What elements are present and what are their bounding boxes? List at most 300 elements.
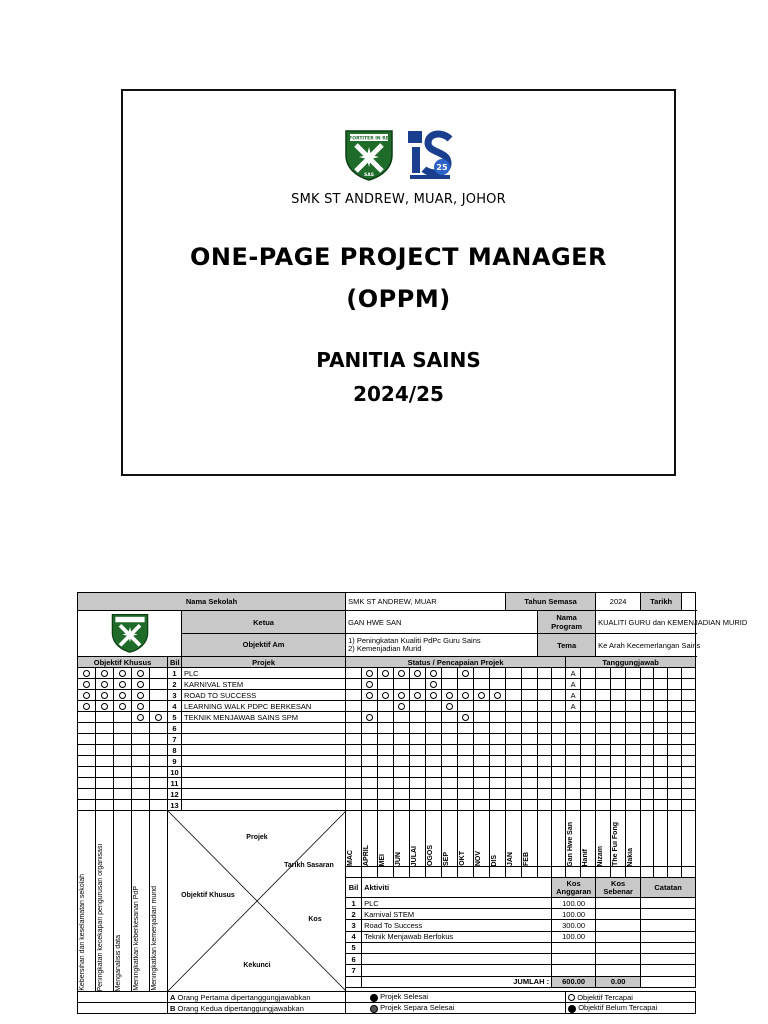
status-cell	[426, 756, 442, 767]
status-circle	[414, 692, 421, 699]
responsible-cell	[654, 734, 668, 745]
objective-check-cell	[114, 789, 132, 800]
month-header: MEI	[378, 811, 394, 867]
date-label: Tarikh	[641, 593, 682, 611]
status-circle	[494, 692, 501, 699]
responsible-cell	[626, 679, 641, 690]
responsible-cell	[596, 690, 611, 701]
blank-cell	[538, 811, 552, 867]
objective-check-cell	[114, 800, 132, 811]
objective-circle	[137, 692, 144, 699]
status-cell	[378, 701, 394, 712]
responsible-cell	[611, 745, 626, 756]
status-cell	[362, 756, 378, 767]
status-cell	[552, 701, 566, 712]
blank-cell	[552, 811, 566, 867]
status-cell	[362, 800, 378, 811]
school-value: SMK ST ANDREW, MUAR	[346, 593, 506, 611]
project-number: 13	[168, 800, 182, 811]
project-row	[78, 723, 696, 734]
status-cell	[362, 679, 378, 690]
objective-check-cell	[150, 767, 168, 778]
status-cell	[410, 668, 426, 679]
oppm-diagram	[168, 811, 346, 992]
status-cell	[490, 734, 506, 745]
half-dot-icon	[370, 1005, 378, 1013]
responsible-cell	[626, 745, 641, 756]
responsible-cell	[611, 778, 626, 789]
responsible-cell	[668, 701, 682, 712]
objective-vertical-3: Menganalisis data	[114, 811, 132, 992]
diagram-projek: Projek	[246, 834, 268, 841]
blank-cell	[641, 867, 654, 878]
activity-number: 2	[346, 909, 362, 920]
month-header: DIS	[490, 811, 506, 867]
status-cell	[426, 745, 442, 756]
objective-check-cell	[132, 756, 150, 767]
status-cell	[506, 690, 522, 701]
responsible-cell	[566, 712, 581, 723]
status-cell	[346, 745, 362, 756]
status-circle	[366, 670, 373, 677]
activity-number: 4	[346, 931, 362, 942]
status-cell	[538, 767, 552, 778]
status-cell	[538, 690, 552, 701]
status-cell	[378, 778, 394, 789]
project-name: LEARNING WALK PDPC BERKESAN	[182, 701, 346, 712]
status-circle	[398, 692, 405, 699]
project-row	[78, 800, 696, 811]
status-circle	[398, 703, 405, 710]
status-cell	[522, 701, 538, 712]
status-cell	[474, 745, 490, 756]
status-cell	[474, 767, 490, 778]
status-circle	[462, 692, 469, 699]
objective-check-cell	[78, 767, 96, 778]
responsible-cell	[641, 723, 654, 734]
responsible-cell	[654, 756, 668, 767]
project-name: ROAD TO SUCCESS	[182, 690, 346, 701]
activity-budget: 100.00	[552, 909, 596, 920]
status-cell	[490, 723, 506, 734]
status-circle	[414, 670, 421, 677]
status-cell	[522, 789, 538, 800]
responsible-cell	[611, 734, 626, 745]
activity-actual	[596, 942, 641, 953]
project-name: TEKNIK MENJAWAB SAINS SPM	[182, 712, 346, 723]
status-cell	[474, 800, 490, 811]
project-number: 8	[168, 745, 182, 756]
status-circle	[462, 714, 469, 721]
activity-budget: 300.00	[552, 920, 596, 931]
activity-name	[362, 965, 552, 976]
objective-check-cell	[132, 778, 150, 789]
status-circle	[462, 670, 469, 677]
svg-text:25: 25	[435, 163, 448, 172]
status-cell	[394, 778, 410, 789]
project-number: 1	[168, 668, 182, 679]
objective-check-cell	[96, 745, 114, 756]
status-circle	[430, 692, 437, 699]
status-cell	[442, 679, 458, 690]
leader-value: GAN HWE SAN	[346, 611, 538, 634]
activity-budget: 100.00	[552, 897, 596, 908]
month-header: OKT	[458, 811, 474, 867]
status-header: Status / Pencapaian Projek	[346, 657, 566, 668]
responsible-cell	[668, 679, 682, 690]
theme-value: Ke Arah Kecemerlangan Sains	[596, 634, 696, 657]
activity-budget	[552, 954, 596, 965]
status-circle	[366, 714, 373, 721]
responsible-cell	[596, 800, 611, 811]
sheet-logo-cell	[78, 611, 182, 657]
objective-check-cell	[114, 767, 132, 778]
status-cell	[362, 712, 378, 723]
objective-circle	[83, 670, 90, 677]
status-cell	[362, 690, 378, 701]
objective-check-cell	[150, 690, 168, 701]
status-cell	[474, 723, 490, 734]
project-row	[78, 701, 696, 712]
status-cell	[410, 778, 426, 789]
status-cell	[506, 679, 522, 690]
solid-dot-icon	[568, 1005, 576, 1013]
person-header: Hanif	[581, 811, 596, 867]
svg-text:FORTITER IN RE: FORTITER IN RE	[348, 136, 389, 142]
responsible-cell	[641, 767, 654, 778]
status-cell	[394, 734, 410, 745]
blank-cell	[346, 867, 362, 878]
responsible-cell	[668, 723, 682, 734]
project-row	[78, 767, 696, 778]
status-cell	[538, 745, 552, 756]
objective-vertical-1: Kebersihan dan keselamatan sekolah	[78, 811, 96, 992]
status-cell	[458, 734, 474, 745]
legend-status: Projek Selesai	[346, 992, 566, 1003]
month-header: JULAI	[410, 811, 426, 867]
objective-check-cell	[96, 679, 114, 690]
objective-check-cell	[96, 712, 114, 723]
status-circle	[398, 670, 405, 677]
logo-group	[123, 129, 674, 181]
status-cell	[490, 756, 506, 767]
school-name: SMK ST ANDREW, MUAR, JOHOR	[291, 192, 506, 207]
status-cell	[458, 701, 474, 712]
status-circle	[478, 692, 485, 699]
objective-check-cell	[78, 789, 96, 800]
blank-cell	[378, 867, 394, 878]
responsible-cell	[581, 734, 596, 745]
responsible-cell	[581, 690, 596, 701]
status-cell	[474, 778, 490, 789]
responsible-cell	[654, 668, 668, 679]
objective-check-cell	[114, 745, 132, 756]
blank-cell	[490, 867, 506, 878]
status-cell	[538, 723, 552, 734]
blank-cell	[474, 867, 490, 878]
responsible-cell	[682, 701, 696, 712]
activity-header: Aktiviti	[362, 878, 552, 897]
objective-check-cell	[114, 723, 132, 734]
blank-cell	[641, 811, 654, 867]
status-cell	[362, 668, 378, 679]
month-header: OGOS	[426, 811, 442, 867]
activity-number: 7	[346, 965, 362, 976]
month-header: FEB	[522, 811, 538, 867]
project-row	[78, 668, 696, 679]
objective-check-cell	[96, 756, 114, 767]
activity-name: PLC	[362, 897, 552, 908]
objective-check-cell	[150, 734, 168, 745]
status-cell	[378, 767, 394, 778]
status-cell	[410, 690, 426, 701]
status-cell	[362, 734, 378, 745]
status-cell	[346, 712, 362, 723]
total-budget: 600.00	[552, 976, 596, 987]
responsible-cell	[641, 756, 654, 767]
responsible-cell	[596, 668, 611, 679]
program-label: Nama Program	[538, 611, 596, 634]
status-cell	[522, 679, 538, 690]
status-cell	[394, 745, 410, 756]
project-row	[78, 679, 696, 690]
status-cell	[426, 690, 442, 701]
status-cell	[394, 767, 410, 778]
responsible-cell	[641, 679, 654, 690]
objective-check-cell	[78, 734, 96, 745]
status-circle	[366, 692, 373, 699]
activity-number: 3	[346, 920, 362, 931]
status-cell	[522, 734, 538, 745]
document-title-abbr: (OPPM)	[346, 285, 451, 313]
status-cell	[442, 723, 458, 734]
status-cell	[552, 767, 566, 778]
status-cell	[442, 712, 458, 723]
status-cell	[378, 789, 394, 800]
status-cell	[552, 668, 566, 679]
status-cell	[442, 778, 458, 789]
status-cell	[410, 767, 426, 778]
project-number: 12	[168, 789, 182, 800]
month-header: APRIL	[362, 811, 378, 867]
objective-check-cell	[96, 800, 114, 811]
project-name	[182, 756, 346, 767]
status-cell	[474, 668, 490, 679]
responsible-cell	[566, 800, 581, 811]
legend-key: B Orang Kedua dipertanggungjawabkan	[168, 1003, 346, 1014]
status-cell	[522, 690, 538, 701]
status-cell	[538, 712, 552, 723]
objective-check-cell	[96, 690, 114, 701]
status-cell	[458, 712, 474, 723]
diagram-tarikh: Tarikh Sasaran	[284, 862, 334, 869]
diagram-kekunci: Kekunci	[243, 962, 271, 969]
activity-budget: 100.00	[552, 931, 596, 942]
objective-check-cell	[132, 712, 150, 723]
status-cell	[490, 679, 506, 690]
responsible-cell: A	[566, 679, 581, 690]
responsible-cell	[668, 690, 682, 701]
objective-check-cell	[132, 745, 150, 756]
responsible-cell	[581, 789, 596, 800]
status-cell	[490, 690, 506, 701]
responsible-cell	[668, 734, 682, 745]
status-cell	[426, 789, 442, 800]
project-row	[78, 712, 696, 723]
blank-cell	[346, 976, 362, 987]
status-cell	[490, 778, 506, 789]
responsible-cell	[581, 679, 596, 690]
project-number: 11	[168, 778, 182, 789]
objective-line-2: 2) Kemenjadian Murid	[348, 644, 422, 653]
project-row	[78, 756, 696, 767]
objective-label: Objektif Am	[182, 634, 346, 657]
objective-check-cell	[78, 723, 96, 734]
person-header: The Fui Fong	[611, 811, 626, 867]
legend-row	[78, 992, 696, 1003]
status-cell	[442, 701, 458, 712]
objective-check-cell	[150, 745, 168, 756]
status-cell	[490, 745, 506, 756]
cover-page	[121, 89, 676, 476]
status-cell	[378, 668, 394, 679]
activity-number: 6	[346, 954, 362, 965]
responsible-cell	[611, 679, 626, 690]
anniversary-logo	[406, 129, 454, 181]
status-cell	[522, 800, 538, 811]
academic-year: 2024/25	[353, 382, 444, 406]
objective-circle	[155, 714, 162, 721]
status-cell	[506, 745, 522, 756]
objective-check-cell	[150, 756, 168, 767]
status-cell	[522, 756, 538, 767]
status-cell	[458, 690, 474, 701]
responsible-cell	[581, 745, 596, 756]
status-cell	[538, 789, 552, 800]
document-title: ONE-PAGE PROJECT MANAGER	[189, 243, 608, 271]
status-cell	[346, 800, 362, 811]
status-cell	[346, 778, 362, 789]
status-cell	[426, 701, 442, 712]
responsible-cell	[668, 668, 682, 679]
status-circle	[382, 692, 389, 699]
objective-check-cell	[78, 712, 96, 723]
responsible-cell	[626, 767, 641, 778]
responsible-cell	[668, 800, 682, 811]
blank-cell	[458, 867, 474, 878]
total-label: JUMLAH :	[362, 976, 552, 987]
objective-check-cell	[150, 800, 168, 811]
blank-cell	[626, 867, 641, 878]
school-crest-logo	[344, 129, 394, 181]
status-cell	[362, 778, 378, 789]
responsible-cell	[641, 701, 654, 712]
project-name	[182, 734, 346, 745]
objective-check-cell	[114, 734, 132, 745]
objective-check-cell	[132, 800, 150, 811]
activity-actual	[596, 909, 641, 920]
objective-line-1: 1) Peningkatan Kualiti PdPc Guru Sains	[348, 636, 481, 645]
status-cell	[538, 668, 552, 679]
objective-circle	[119, 703, 126, 710]
objective-vertical-4: Meningkatkan keberkesanan PdP	[132, 811, 150, 992]
blank-cell	[611, 867, 626, 878]
status-cell	[490, 701, 506, 712]
status-cell	[552, 734, 566, 745]
year-label: Tahun Semasa	[506, 593, 596, 611]
status-circle	[446, 692, 453, 699]
status-cell	[346, 690, 362, 701]
responsible-cell	[581, 712, 596, 723]
responsible-cell: A	[566, 668, 581, 679]
notes-header: Catatan	[641, 878, 696, 897]
responsible-cell	[566, 723, 581, 734]
responsible-cell	[641, 668, 654, 679]
responsible-header: Tanggungjawab	[566, 657, 696, 668]
activity-name: Teknik Menjawab Berfokus	[362, 931, 552, 942]
activity-budget	[552, 942, 596, 953]
status-cell	[346, 668, 362, 679]
objective-circle	[137, 714, 144, 721]
person-header: Nizam	[596, 811, 611, 867]
project-number: 7	[168, 734, 182, 745]
status-cell	[474, 712, 490, 723]
status-cell	[410, 712, 426, 723]
objective-check-cell	[114, 778, 132, 789]
status-cell	[426, 712, 442, 723]
status-cell	[426, 668, 442, 679]
status-cell	[410, 723, 426, 734]
responsible-cell	[654, 789, 668, 800]
responsible-cell	[641, 789, 654, 800]
responsible-cell	[581, 668, 596, 679]
activity-notes	[641, 897, 696, 908]
status-cell	[378, 800, 394, 811]
status-cell	[552, 778, 566, 789]
objective-check-cell	[150, 778, 168, 789]
blank-cell	[78, 992, 168, 1003]
responsible-cell	[581, 778, 596, 789]
objective-check-cell	[150, 701, 168, 712]
status-cell	[442, 756, 458, 767]
status-cell	[506, 712, 522, 723]
status-cell	[458, 778, 474, 789]
project-name	[182, 767, 346, 778]
status-cell	[458, 767, 474, 778]
status-cell	[552, 712, 566, 723]
responsible-cell	[682, 734, 696, 745]
activity-name: Road To Success	[362, 920, 552, 931]
responsible-cell	[626, 800, 641, 811]
responsible-cell	[654, 778, 668, 789]
objective-vertical-2: Peningkatan kecekapan pengurusan organisasi	[96, 811, 114, 992]
objective-check-cell	[132, 679, 150, 690]
responsible-cell	[654, 690, 668, 701]
legend-key: A Orang Pertama dipertanggungjawabkan	[168, 992, 346, 1003]
objective-check-cell	[114, 668, 132, 679]
date-value	[682, 593, 696, 611]
status-cell	[346, 701, 362, 712]
status-cell	[378, 712, 394, 723]
month-header: NOV	[474, 811, 490, 867]
responsible-cell	[596, 778, 611, 789]
status-cell	[394, 679, 410, 690]
status-cell	[442, 789, 458, 800]
blank-cell	[394, 867, 410, 878]
status-cell	[474, 690, 490, 701]
responsible-cell	[641, 778, 654, 789]
objective-check-cell	[114, 679, 132, 690]
